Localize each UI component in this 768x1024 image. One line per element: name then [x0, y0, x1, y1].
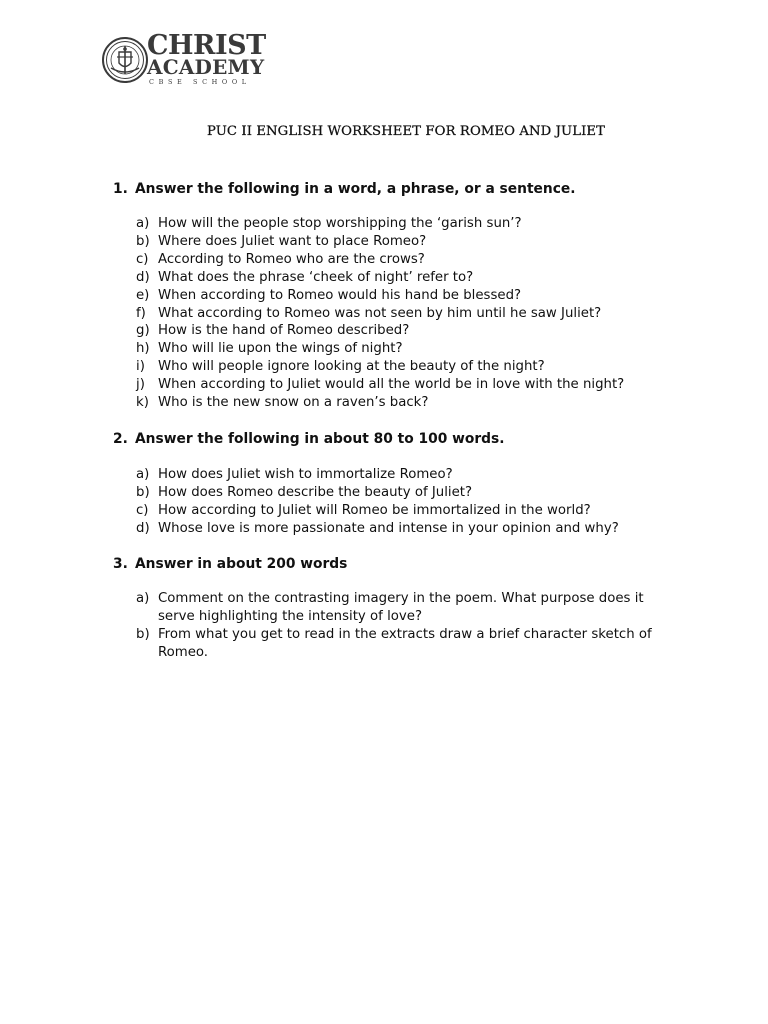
logo-text-academy: ACADEMY — [147, 55, 265, 79]
question-letter: c) — [136, 502, 149, 518]
school-logo — [101, 30, 266, 90]
question-text: When according to Juliet would all the world be in love with the night? — [158, 377, 625, 393]
question-letter: b) — [136, 626, 150, 642]
question-letter: h) — [136, 341, 150, 357]
section-heading-text: Answer in about 200 words — [135, 556, 348, 572]
question-item — [136, 358, 696, 376]
section-number: 3. — [113, 556, 128, 572]
question-item — [136, 340, 696, 358]
question-text: Where does Juliet want to place Romeo? — [158, 233, 427, 249]
question-letter: i) — [136, 359, 145, 375]
section-3 — [113, 555, 733, 660]
question-item — [136, 322, 696, 340]
question-letter: a) — [136, 467, 150, 482]
logo-text-cbse-school: CBSE SCHOOL — [149, 78, 251, 86]
question-item — [136, 626, 676, 662]
section-heading-text: Answer the following in a word, a phrase, or a sentence. — [135, 181, 576, 197]
question-list — [136, 590, 676, 662]
question-text: What according to Romeo was not seen by him until he saw Juliet? — [158, 305, 602, 321]
question-text: When according to Romeo would his hand be blessed? — [158, 287, 522, 303]
question-item — [136, 269, 696, 287]
worksheet-title: PUC II ENGLISH WORKSHEET FOR ROMEO AND JULIET — [206, 124, 606, 139]
question-text: How according to Juliet will Romeo be immortalized in the world? — [158, 502, 591, 518]
question-letter: g) — [136, 323, 150, 339]
section-1 — [113, 180, 733, 411]
question-item — [136, 484, 696, 502]
question-list — [136, 215, 696, 412]
question-text: Who will people ignore looking at the beauty of the night? — [158, 359, 545, 375]
logo-text-christ: CHRIST — [147, 30, 266, 61]
question-item — [136, 590, 676, 626]
question-text: Who is the new snow on a raven’s back? — [158, 395, 429, 411]
question-text: What does the phrase ‘cheek of night’ refer to? — [158, 269, 474, 285]
question-letter: f) — [136, 305, 146, 321]
question-text: According to Romeo who are the crows? — [158, 251, 425, 267]
question-item — [136, 520, 696, 538]
question-text: Who will lie upon the wings of night? — [158, 341, 403, 357]
section-heading — [113, 430, 733, 448]
question-item — [136, 376, 696, 394]
section-heading-text: Answer the following in about 80 to 100 words. — [135, 431, 505, 447]
section-2 — [113, 430, 733, 536]
school-crest-icon — [101, 36, 149, 84]
section-heading — [113, 180, 733, 198]
question-list — [136, 466, 696, 538]
question-text: Whose love is more passionate and intense in your opinion and why? — [158, 520, 619, 536]
question-text: Comment on the contrasting imagery in the poem. What purpose does it serve highlighting the intensity of love? — [158, 591, 644, 624]
section-heading — [113, 555, 733, 573]
question-letter: a) — [136, 216, 150, 231]
question-item — [136, 233, 696, 251]
question-letter: a) — [136, 591, 150, 606]
question-text: How does Juliet wish to immortalize Romeo? — [158, 467, 453, 482]
question-item — [136, 305, 696, 323]
question-item — [136, 251, 696, 269]
question-item — [136, 466, 696, 484]
question-letter: b) — [136, 484, 150, 500]
question-letter: k) — [136, 395, 149, 411]
question-text: From what you get to read in the extracts draw a brief character sketch of Romeo. — [158, 626, 652, 660]
question-letter: e) — [136, 287, 150, 303]
question-item — [136, 502, 696, 520]
question-text: How does Romeo describe the beauty of Juliet? — [158, 484, 473, 500]
question-letter: d) — [136, 269, 150, 285]
question-letter: j) — [136, 377, 145, 393]
question-letter: b) — [136, 233, 150, 249]
section-number: 1. — [113, 181, 128, 197]
question-text: How is the hand of Romeo described? — [158, 323, 410, 339]
section-number: 2. — [113, 431, 128, 447]
question-item — [136, 215, 696, 233]
question-text: How will the people stop worshipping the ‘garish sun’? — [158, 216, 522, 231]
question-letter: c) — [136, 251, 149, 267]
question-letter: d) — [136, 520, 150, 536]
question-item — [136, 287, 696, 305]
question-item — [136, 394, 696, 412]
